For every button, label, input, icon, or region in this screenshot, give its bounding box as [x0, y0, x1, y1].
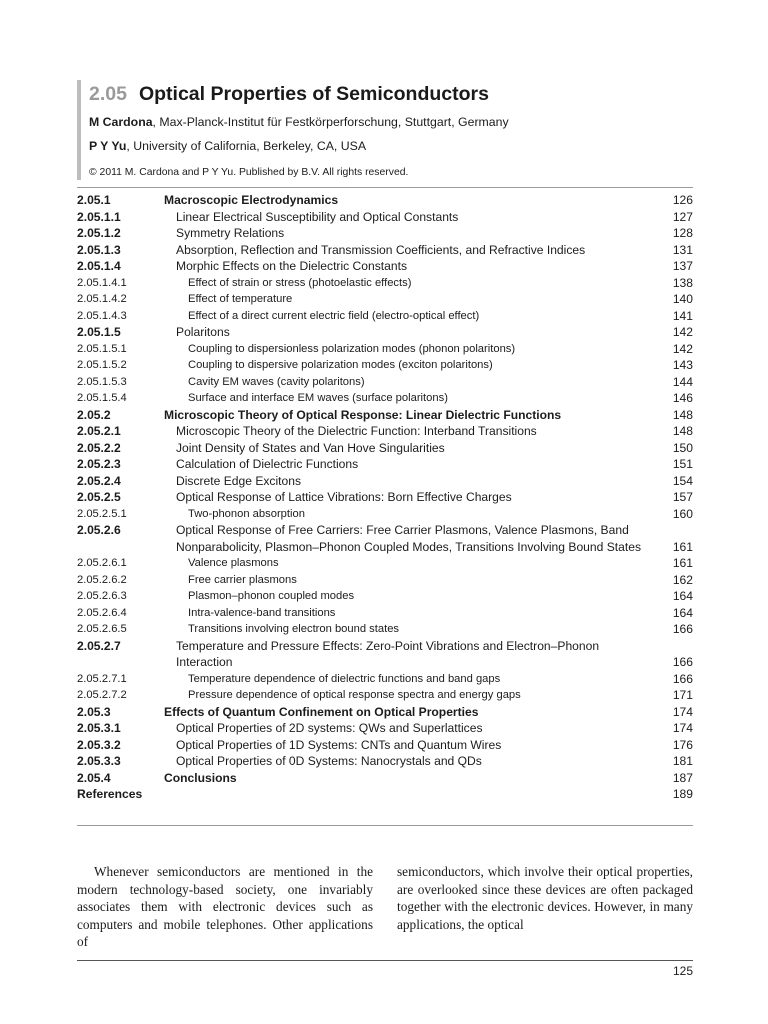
toc-entry-number: 2.05.2.2 — [77, 440, 121, 455]
toc-entry-page: 181 — [672, 754, 693, 768]
body-text-left-column: Whenever semiconductors are mentioned in the modern technology-based society, one invariably associates them with electronic devices such as computers and mobile telephones. Other applications of — [77, 864, 373, 950]
table-of-contents — [77, 192, 693, 803]
toc-entry[interactable] — [77, 192, 693, 209]
toc-entry-title: Macroscopic Electrodynamics — [164, 193, 339, 207]
toc-entry-page: 162 — [672, 572, 693, 587]
toc-entry[interactable] — [77, 308, 693, 325]
toc-entry-number: 2.05.1 — [77, 193, 111, 207]
toc-entry-title: Polaritons — [176, 325, 230, 339]
author-affiliation: , Max-Planck-Institut für Festkörperforschung, Stuttgart, Germany — [152, 115, 509, 129]
author-line — [89, 114, 619, 130]
toc-entry-page: 127 — [672, 209, 693, 224]
toc-entry-number: 2.05.1.5.4 — [77, 392, 127, 404]
toc-entry-title: Morphic Effects on the Dielectric Constants — [176, 259, 408, 273]
toc-entry-title: Free carrier plasmons — [188, 573, 297, 586]
toc-entry-number: 2.05.2.7 — [77, 638, 121, 653]
toc-entry[interactable] — [77, 671, 693, 688]
toc-entry-title: Plasmon–phonon coupled modes — [188, 590, 355, 602]
toc-entry-number: 2.05.2.6.2 — [77, 573, 127, 586]
toc-entry-number: 2.05.2.7.2 — [77, 689, 127, 701]
toc-entry-number: 2.05.2.6 — [77, 523, 121, 537]
toc-entry-number: 2.05.4 — [77, 770, 111, 785]
toc-entry-title: Coupling to dispersive polarization modes (exciton polaritons) — [188, 359, 493, 371]
toc-entry-number: 2.05.2.3 — [77, 457, 121, 471]
toc-entry-number: 2.05.1.4.3 — [77, 309, 127, 322]
body-text-right-column: semiconductors, which involve their optical properties, are overlooked since these devices are often packaged together with the electronic devices. However, in many applications, the optical — [397, 864, 693, 932]
toc-entry-page: 142 — [672, 341, 693, 356]
toc-entry-number: 2.05.2.5.1 — [77, 507, 127, 520]
toc-entry[interactable] — [77, 720, 693, 737]
toc-entry-title: Temperature dependence of dielectric functions and band gaps — [188, 672, 501, 685]
toc-entry[interactable] — [77, 440, 693, 457]
toc-entry-number: 2.05.1.5 — [77, 325, 121, 339]
toc-entry-title: Coupling to dispersionless polarization modes (phonon polaritons) — [188, 342, 516, 355]
toc-entry-number: 2.05.3.2 — [77, 737, 121, 752]
page-number: 125 — [672, 964, 693, 978]
toc-entry[interactable] — [77, 605, 693, 622]
toc-entry-title: Conclusions — [164, 770, 237, 785]
toc-entry-title: Optical Response of Lattice Vibrations: Born Effective Charges — [176, 490, 512, 504]
toc-entry-number: 2.05.2.5 — [77, 490, 121, 504]
toc-entry-number: 2.05.1.4 — [77, 259, 121, 273]
toc-entry-title: Optical Response of Free Carriers: Free Carrier Plasmons, Valence Plasmons, Band Nonparabolicity, Plasmon–Phonon Coupled Modes, Transitions Involving Bound States — [176, 523, 641, 554]
toc-entry-title: Temperature and Pressure Effects: Zero-Point Vibrations and Electron–Phonon Interaction — [176, 638, 600, 669]
toc-entry-title: Two-phonon absorption — [188, 507, 305, 520]
toc-entry-number: 2.05.2.7.1 — [77, 672, 127, 685]
toc-entry-page: 140 — [672, 292, 693, 306]
toc-entry[interactable] — [77, 258, 693, 275]
toc-entry[interactable] — [77, 341, 693, 358]
toc-entry-page: 166 — [672, 671, 693, 686]
toc-entry-page: 164 — [672, 589, 693, 603]
toc-entry-page: 144 — [672, 374, 693, 389]
author-line — [89, 138, 619, 154]
toc-entry-page: 131 — [672, 242, 693, 257]
toc-entry-page: 141 — [672, 308, 693, 323]
toc-entry-page: 166 — [672, 655, 693, 669]
toc-entry-page: 146 — [672, 391, 693, 405]
author-affiliation: , University of California, Berkeley, CA, USA — [126, 139, 367, 153]
toc-entry-number: 2.05.2.4 — [77, 473, 121, 488]
chapter-header — [77, 80, 619, 180]
toc-entry[interactable] — [77, 209, 693, 226]
toc-entry[interactable] — [77, 374, 693, 391]
toc-entry-number: References — [77, 787, 143, 801]
toc-entry-title: Intra-valence-band transitions — [188, 606, 336, 619]
toc-bottom-rule — [77, 825, 693, 826]
author-name: P Y Yu — [89, 139, 127, 153]
toc-entry-number: 2.05.3.3 — [77, 754, 121, 768]
toc-entry[interactable] — [77, 242, 693, 259]
toc-entry-page: 126 — [672, 193, 693, 207]
toc-entry-title: Effect of a direct current electric field (electro-optical effect) — [188, 309, 480, 322]
toc-entry[interactable] — [77, 522, 693, 555]
toc-entry[interactable] — [77, 572, 693, 589]
toc-entry-title: Cavity EM waves (cavity polaritons) — [188, 375, 365, 388]
toc-entry-number: 2.05.1.4.1 — [77, 276, 127, 289]
toc-entry-number: 2.05.2.6.4 — [77, 606, 127, 619]
toc-top-rule — [77, 187, 693, 188]
toc-entry-title: Optical Properties of 1D Systems: CNTs and Quantum Wires — [176, 737, 502, 752]
toc-entry[interactable] — [77, 737, 693, 754]
toc-entry-number: 2.05.3.1 — [77, 721, 121, 735]
toc-entry-number: 2.05.1.5.1 — [77, 342, 127, 355]
toc-entry[interactable] — [77, 638, 693, 671]
toc-entry[interactable] — [77, 506, 693, 523]
chapter-number: 2.05 — [89, 83, 127, 105]
toc-entry-page: 189 — [672, 787, 693, 801]
toc-entry-number: 2.05.1.3 — [77, 242, 121, 257]
toc-entry-title: Calculation of Dielectric Functions — [176, 457, 359, 471]
toc-entry-page: 148 — [672, 407, 693, 422]
copyright-notice: © 2011 M. Cardona and P Y Yu. Published by B.V. All rights reserved. — [89, 167, 409, 178]
toc-entry-page: 171 — [672, 688, 693, 702]
toc-entry-page: 142 — [672, 325, 693, 339]
toc-entry-title: Pressure dependence of optical response spectra and energy gaps — [188, 689, 521, 701]
toc-entry-page: 138 — [672, 275, 693, 290]
toc-entry-number: 2.05.1.5.3 — [77, 375, 127, 388]
toc-entry[interactable] — [77, 357, 693, 374]
toc-entry-page: 164 — [672, 605, 693, 620]
toc-entry-page: 174 — [672, 704, 693, 719]
footer-rule — [77, 960, 693, 961]
toc-entry-number: 2.05.3 — [77, 704, 111, 719]
toc-entry-title: Transitions involving electron bound states — [188, 623, 400, 635]
toc-entry[interactable] — [77, 473, 693, 490]
toc-entry[interactable] — [77, 423, 693, 440]
toc-entry-title: Linear Electrical Susceptibility and Optical Constants — [176, 209, 459, 224]
toc-entry[interactable] — [77, 753, 693, 770]
toc-entry[interactable] — [77, 588, 693, 605]
toc-entry[interactable] — [77, 687, 693, 704]
toc-entry-page: 161 — [672, 556, 693, 570]
toc-entry-page: 161 — [672, 539, 693, 554]
toc-entry-title — [164, 786, 647, 803]
toc-entry-page: 176 — [672, 737, 693, 752]
toc-entry-number: 2.05.1.5.2 — [77, 359, 127, 371]
toc-entry-title: Microscopic Theory of the Dielectric Function: Interband Transitions — [176, 424, 537, 438]
toc-entry[interactable] — [77, 225, 693, 242]
toc-entry-title: Microscopic Theory of Optical Response: Linear Dielectric Functions — [164, 407, 562, 422]
toc-entry-title: Valence plasmons — [188, 557, 279, 569]
toc-entry-page: 150 — [672, 440, 693, 455]
toc-entry-page: 157 — [672, 490, 693, 504]
toc-entry-title: Effect of temperature — [188, 293, 293, 305]
toc-entry-page: 174 — [672, 721, 693, 735]
toc-entry[interactable] — [77, 456, 693, 473]
toc-entry[interactable] — [77, 621, 693, 638]
toc-entry[interactable] — [77, 489, 693, 506]
toc-entry-number: 2.05.1.1 — [77, 209, 121, 224]
toc-entry-title: Optical Properties of 2D systems: QWs and Superlattices — [176, 721, 483, 735]
toc-entry[interactable] — [77, 786, 693, 803]
toc-entry-title: Surface and interface EM waves (surface polaritons) — [188, 392, 448, 404]
toc-entry-title: Absorption, Reflection and Transmission Coefficients, and Refractive Indices — [176, 242, 586, 257]
toc-entry-page: 166 — [672, 622, 693, 636]
toc-entry-number: 2.05.2.6.3 — [77, 590, 127, 602]
toc-entry-number: 2.05.2.6.5 — [77, 623, 127, 635]
chapter-title — [89, 80, 619, 108]
toc-entry[interactable] — [77, 704, 693, 721]
toc-entry-title: Effects of Quantum Confinement on Optical Properties — [164, 704, 479, 719]
toc-entry-title: Optical Properties of 0D Systems: Nanocrystals and QDs — [176, 754, 482, 768]
toc-entry[interactable] — [77, 555, 693, 572]
toc-entry-page: 148 — [672, 424, 693, 438]
toc-entry[interactable] — [77, 390, 693, 407]
toc-entry-page: 137 — [672, 259, 693, 273]
toc-entry[interactable] — [77, 407, 693, 424]
toc-entry[interactable] — [77, 324, 693, 341]
toc-entry-title: Effect of strain or stress (photoelastic effects) — [188, 276, 412, 289]
toc-entry-number: 2.05.1.4.2 — [77, 293, 127, 305]
chapter-name: Optical Properties of Semiconductors — [138, 83, 489, 105]
toc-entry-page: 151 — [672, 457, 693, 471]
toc-entry-page: 154 — [672, 473, 693, 488]
toc-entry-title: Discrete Edge Excitons — [176, 473, 302, 488]
toc-entry-title: Symmetry Relations — [176, 226, 285, 240]
toc-entry-page: 128 — [672, 226, 693, 240]
toc-entry-page: 187 — [672, 770, 693, 785]
toc-entry[interactable] — [77, 275, 693, 292]
toc-entry-number: 2.05.2 — [77, 407, 111, 422]
toc-entry-title: Joint Density of States and Van Hove Singularities — [176, 440, 445, 455]
toc-entry-number: 2.05.1.2 — [77, 226, 121, 240]
toc-entry[interactable] — [77, 770, 693, 787]
author-name: M Cardona — [89, 115, 153, 129]
toc-entry-page: 143 — [672, 358, 693, 372]
toc-entry-number: 2.05.2.1 — [77, 424, 121, 438]
toc-entry-page: 160 — [672, 506, 693, 521]
toc-entry-number: 2.05.2.6.1 — [77, 557, 127, 569]
toc-entry[interactable] — [77, 291, 693, 308]
